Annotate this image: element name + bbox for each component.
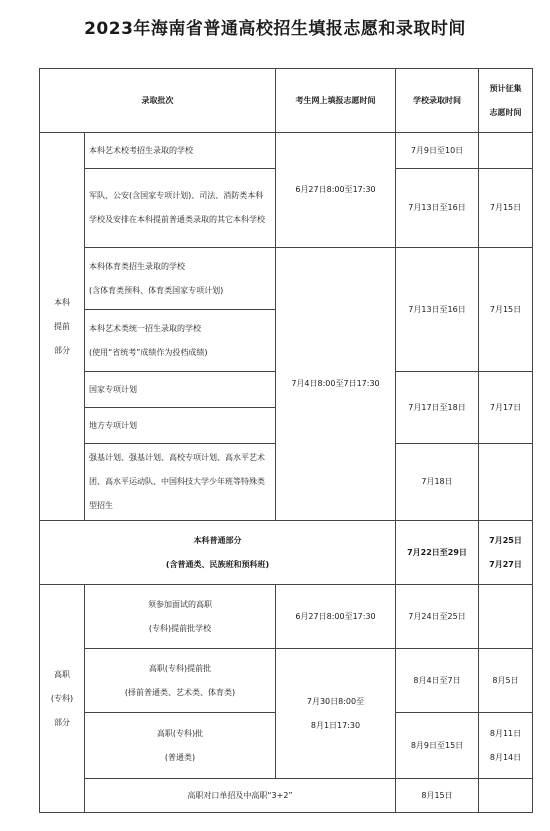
vocational-v1-fill: 6月27日8:00至17:30 — [276, 585, 396, 649]
vocational-v1-line2: (专科)提前批学校 — [148, 623, 212, 633]
regular-admit: 7月22日至29日 — [396, 521, 479, 585]
early-r3-line2: (含体育类预科、体育类国家专项计划) — [89, 285, 224, 295]
table-row — [40, 521, 533, 585]
vocational-v23-fill — [276, 649, 396, 779]
header-fill-time: 考生网上填报志愿时间 — [276, 69, 396, 133]
early-r7-admit: 7月18日 — [396, 444, 479, 521]
table-row — [40, 585, 533, 649]
vocational-group-label — [40, 585, 85, 813]
vocational-v4-extra — [479, 779, 533, 813]
early-r34-extra: 7月15日 — [479, 248, 533, 372]
vocational-v4-item: 高职对口单招及中高职“3+2” — [85, 779, 396, 813]
header-admit-time: 学校录取时间 — [396, 69, 479, 133]
header-batch: 录取批次 — [40, 69, 276, 133]
header-extra-time — [479, 69, 533, 133]
vocational-v23-fill-line1: 7月30日8:00至 — [306, 696, 365, 706]
early-r7-item: 强基计划、强基计划、高校专项计划、高水平艺术团、高水平运动队、中国科技大学少年班等特殊类型招生 — [85, 444, 276, 521]
regular-extra — [479, 521, 533, 585]
table-row — [40, 779, 533, 813]
early-r7-extra — [479, 444, 533, 521]
early-r56-admit: 7月17日至18日 — [396, 372, 479, 444]
vocational-v3-extra — [479, 713, 533, 779]
early-r6-item: 地方专项计划 — [85, 408, 276, 444]
table-row — [40, 248, 533, 310]
early-r1-extra — [479, 133, 533, 169]
vocational-v2-line2: (择前普通类、艺术类、体育类) — [124, 687, 236, 697]
vocational-v1-item — [85, 585, 276, 649]
vocational-v1-admit: 7月24日至25日 — [396, 585, 479, 649]
regular-extra-line2: 7月27日 — [489, 559, 522, 569]
vocational-v3-extra-line2: 8月14日 — [489, 752, 522, 762]
header-extra-line2: 志愿时间 — [489, 107, 522, 117]
early-r1-admit: 7月9日至10日 — [396, 133, 479, 169]
early-r3-to-r7-fill: 7月4日8:00至7日17:30 — [276, 248, 396, 521]
early-r4-line2: (使用“省统考”成绩作为投档成绩) — [89, 347, 208, 357]
table-row — [40, 133, 533, 169]
vocational-v3-admit: 8月9日至15日 — [396, 713, 479, 779]
header-extra-line1: 预计征集 — [489, 83, 522, 93]
early-r12-fill: 6月27日8:00至17:30 — [276, 133, 396, 248]
regular-extra-line1: 7月25日 — [489, 535, 522, 545]
vocational-v1-extra — [479, 585, 533, 649]
early-r56-extra: 7月17日 — [479, 372, 533, 444]
early-r1-item: 本科艺术校考招生录取的学校 — [85, 133, 276, 169]
schedule-table — [39, 68, 533, 813]
vocational-v3-line1: 高职(专科)批 — [156, 728, 204, 738]
page-title: 2023年海南省普通高校招生填报志愿和录取时间 — [84, 19, 466, 39]
vocational-v2-line1: 高职(专科)提前批 — [148, 663, 212, 673]
early-group-line2: 提前 — [54, 321, 70, 331]
vocational-group-line3: 部分 — [54, 717, 70, 727]
early-r2-item: 军队、公安(含国家专项计划)、司法、消防类本科学校及安排在本科提前普通类录取的其它本科学校 — [85, 169, 276, 248]
vocational-v4-admit: 8月15日 — [396, 779, 479, 813]
table-row — [40, 649, 533, 713]
vocational-v3-line2: (普通类) — [164, 752, 196, 762]
regular-label-line1: 本科普通部分 — [193, 535, 242, 545]
early-r3-line1: 本科体育类招生录取的学校 — [89, 261, 185, 271]
early-r4-line1: 本科艺术类统一招生录取的学校 — [89, 323, 201, 333]
regular-label — [40, 521, 396, 585]
early-r2-extra: 7月15日 — [479, 169, 533, 248]
regular-label-line2: (含普通类、民族班和预科班) — [165, 559, 270, 569]
early-r5-item: 国家专项计划 — [85, 372, 276, 408]
vocational-v2-extra: 8月5日 — [479, 649, 533, 713]
early-r34-admit: 7月13日至16日 — [396, 248, 479, 372]
vocational-group-line2: (专科) — [50, 693, 74, 703]
early-r2-admit: 7月13日至16日 — [396, 169, 479, 248]
table-header-row — [40, 69, 533, 133]
vocational-v2-admit: 8月4日至7日 — [396, 649, 479, 713]
early-r3-item — [85, 248, 276, 310]
early-r4-item — [85, 310, 276, 372]
early-group-line1: 本科 — [54, 297, 70, 307]
vocational-v2-item — [85, 649, 276, 713]
vocational-v3-extra-line1: 8月11日 — [489, 728, 522, 738]
early-group-line3: 部分 — [54, 345, 70, 355]
early-group-label — [40, 133, 85, 521]
vocational-v1-line1: 须参加面试的高职 — [148, 599, 212, 609]
vocational-v3-item — [85, 713, 276, 779]
vocational-v23-fill-line2: 8月1日17:30 — [310, 720, 361, 730]
vocational-group-line1: 高职 — [54, 669, 70, 679]
